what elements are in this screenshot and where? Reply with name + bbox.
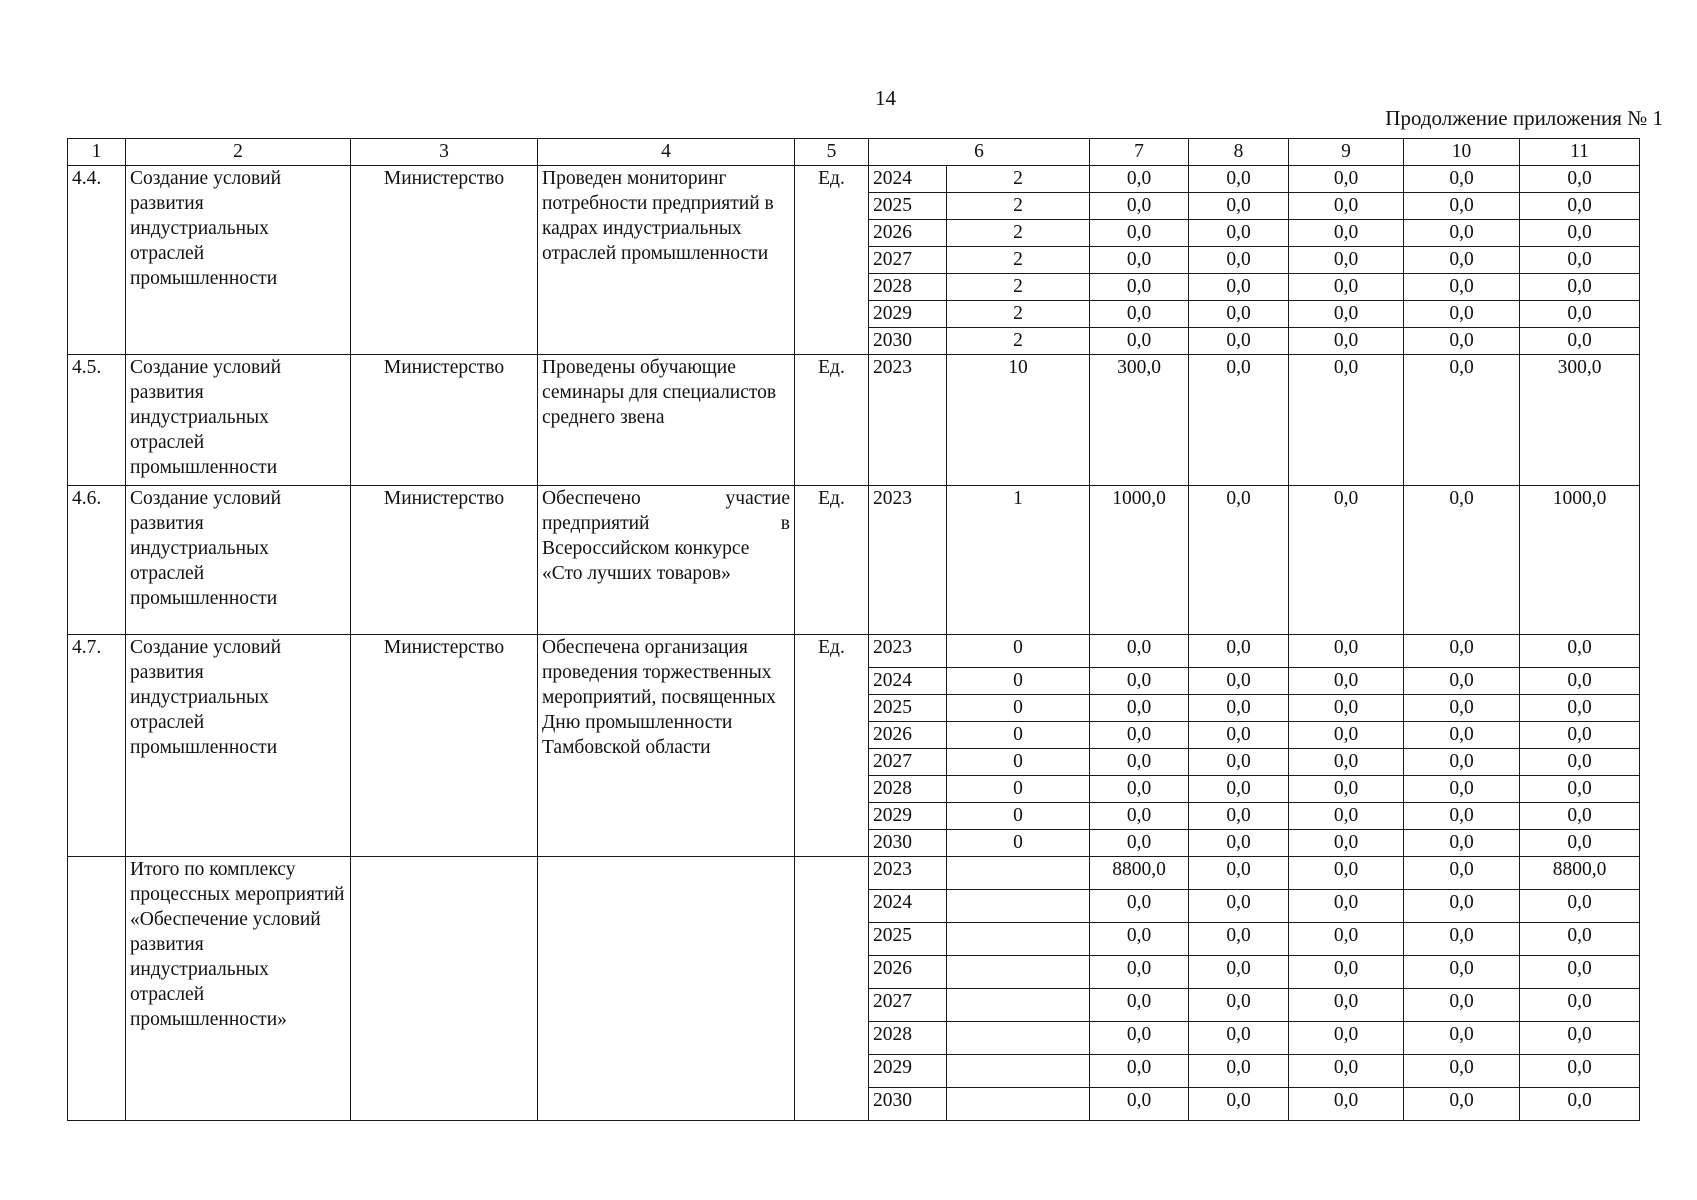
value-cell: 0,0	[1404, 989, 1520, 1022]
value-cell: 0,0	[1090, 923, 1189, 956]
responsible: Министерство	[351, 635, 538, 857]
value-cell: 0,0	[1520, 989, 1640, 1022]
unit: Ед.	[795, 355, 869, 486]
value-cell: 0,0	[1404, 830, 1520, 857]
table-row	[68, 355, 1640, 486]
value-cell: 0,0	[1090, 722, 1189, 749]
value-cell: 0,0	[1404, 749, 1520, 776]
year-cell: 2029	[869, 803, 947, 830]
year-cell: 2026	[869, 722, 947, 749]
value-cell: 0,0	[1289, 247, 1404, 274]
header-cell: 4	[538, 139, 795, 166]
value-cell: 8800,0	[1520, 857, 1640, 890]
year-cell: 2028	[869, 1022, 947, 1055]
value-cell: 0,0	[1289, 776, 1404, 803]
header-cell: 8	[1189, 139, 1289, 166]
value-cell: 0,0	[1090, 668, 1189, 695]
value-cell: 0,0	[1289, 989, 1404, 1022]
header-cell: 9	[1289, 139, 1404, 166]
value-cell: 0,0	[1289, 857, 1404, 890]
value-cell: 0,0	[1404, 1022, 1520, 1055]
value-cell: 0,0	[1090, 1088, 1189, 1121]
value-cell: 0,0	[1289, 668, 1404, 695]
value-cell: 0,0	[1289, 749, 1404, 776]
value-cell: 0,0	[1289, 722, 1404, 749]
indicator-value: 10	[947, 355, 1090, 486]
year-cell: 2029	[869, 301, 947, 328]
value-cell: 0,0	[1520, 635, 1640, 668]
total-row	[68, 857, 1640, 890]
value-cell: 0,0	[1090, 274, 1189, 301]
value-cell: 0,0	[1189, 247, 1289, 274]
year-cell: 2024	[869, 166, 947, 193]
header-cell: 7	[1090, 139, 1189, 166]
responsible: Министерство	[351, 166, 538, 355]
total-name: Итого по комплексу процессных мероприятий «Обеспечение условий развития индустриальных отраслей промышленности»	[126, 857, 351, 1121]
value-cell: 0,0	[1289, 956, 1404, 989]
value-cell: 0,0	[1404, 247, 1520, 274]
value-cell: 0,0	[1189, 989, 1289, 1022]
value-cell: 0,0	[1404, 193, 1520, 220]
value-cell: 0,0	[1090, 1022, 1189, 1055]
responsible: Министерство	[351, 486, 538, 635]
value-cell: 0,0	[1520, 776, 1640, 803]
year-cell: 2026	[869, 220, 947, 247]
value-cell: 0,0	[1520, 830, 1640, 857]
item-number: 4.4.	[68, 166, 126, 355]
value-cell: 0,0	[1404, 722, 1520, 749]
value-cell: 0,0	[1289, 220, 1404, 247]
item-number: 4.6.	[68, 486, 126, 635]
year-cell: 2026	[869, 956, 947, 989]
value-cell: 0,0	[1289, 1088, 1404, 1121]
measure-name: Создание условий развития индустриальных отраслей промышленности	[126, 166, 351, 355]
indicator-value: 2	[947, 166, 1090, 193]
value-cell: 0,0	[1289, 166, 1404, 193]
value-cell: 0,0	[1404, 668, 1520, 695]
value-cell: 0,0	[1090, 328, 1189, 355]
value-cell: 300,0	[1090, 355, 1189, 486]
header-cell: 6	[869, 139, 1090, 166]
value-cell: 0,0	[1404, 220, 1520, 247]
indicator-value	[947, 1022, 1090, 1055]
indicator-value: 1	[947, 486, 1090, 635]
value-cell: 8800,0	[1090, 857, 1189, 890]
value-cell: 0,0	[1404, 695, 1520, 722]
indicator-value	[947, 1055, 1090, 1088]
value-cell: 0,0	[1520, 1088, 1640, 1121]
unit: Ед.	[795, 635, 869, 857]
value-cell: 0,0	[1520, 668, 1640, 695]
value-cell: 0,0	[1404, 1088, 1520, 1121]
value-cell: 0,0	[1090, 830, 1189, 857]
value-cell: 0,0	[1189, 635, 1289, 668]
result-description: Обеспечена организация проведения торжественных мероприятий, посвященных Дню промышленности Тамбовской области	[538, 635, 795, 857]
value-cell: 0,0	[1289, 1055, 1404, 1088]
indicator-value	[947, 1088, 1090, 1121]
value-cell: 0,0	[1520, 1055, 1640, 1088]
year-cell: 2030	[869, 328, 947, 355]
value-cell: 0,0	[1520, 247, 1640, 274]
value-cell: 0,0	[1289, 923, 1404, 956]
value-cell: 0,0	[1289, 301, 1404, 328]
value-cell: 0,0	[1404, 956, 1520, 989]
measure-name: Создание условий развития индустриальных отраслей промышленности	[126, 355, 351, 486]
year-cell: 2023	[869, 486, 947, 635]
year-cell: 2027	[869, 989, 947, 1022]
value-cell: 0,0	[1289, 635, 1404, 668]
unit: Ед.	[795, 166, 869, 355]
value-cell: 0,0	[1090, 635, 1189, 668]
result-line: предприятий в	[542, 513, 790, 534]
item-number: 4.7.	[68, 635, 126, 857]
indicator-value	[947, 923, 1090, 956]
value-cell: 0,0	[1090, 301, 1189, 328]
responsible	[351, 857, 538, 1121]
measures-table	[67, 138, 1640, 1121]
result-description	[538, 857, 795, 1121]
result-description	[538, 486, 795, 635]
value-cell: 0,0	[1404, 355, 1520, 486]
appendix-continuation-label: Продолжение приложения № 1	[1385, 106, 1663, 130]
value-cell: 0,0	[1090, 890, 1189, 923]
year-cell: 2027	[869, 749, 947, 776]
result-description: Проведен мониторинг потребности предприятий в кадрах индустриальных отраслей промышленности	[538, 166, 795, 355]
value-cell: 0,0	[1404, 635, 1520, 668]
value-cell: 0,0	[1189, 1022, 1289, 1055]
year-cell: 2025	[869, 193, 947, 220]
year-cell: 2023	[869, 355, 947, 486]
value-cell: 0,0	[1404, 486, 1520, 635]
year-cell: 2028	[869, 776, 947, 803]
year-cell: 2025	[869, 695, 947, 722]
year-cell: 2024	[869, 890, 947, 923]
indicator-value: 0	[947, 635, 1090, 668]
indicator-value: 2	[947, 274, 1090, 301]
table-row	[68, 166, 1640, 193]
value-cell: 0,0	[1189, 695, 1289, 722]
item-number: 4.5.	[68, 355, 126, 486]
table-row	[68, 486, 1640, 635]
year-cell: 2027	[869, 247, 947, 274]
value-cell: 0,0	[1404, 923, 1520, 956]
year-cell: 2030	[869, 1088, 947, 1121]
value-cell: 0,0	[1189, 668, 1289, 695]
value-cell: 0,0	[1090, 803, 1189, 830]
value-cell: 0,0	[1189, 486, 1289, 635]
header-cell: 10	[1404, 139, 1520, 166]
value-cell: 0,0	[1189, 722, 1289, 749]
result-text: Всероссийском конкурсе «Сто лучших товаров»	[542, 538, 750, 584]
value-cell: 1000,0	[1090, 486, 1189, 635]
value-cell: 0,0	[1404, 857, 1520, 890]
indicator-value: 2	[947, 193, 1090, 220]
value-cell: 0,0	[1189, 166, 1289, 193]
responsible: Министерство	[351, 355, 538, 486]
value-cell: 0,0	[1090, 247, 1189, 274]
value-cell: 0,0	[1090, 193, 1189, 220]
value-cell: 0,0	[1189, 328, 1289, 355]
value-cell: 0,0	[1404, 166, 1520, 193]
value-cell: 0,0	[1189, 1088, 1289, 1121]
indicator-value: 2	[947, 301, 1090, 328]
value-cell: 0,0	[1189, 193, 1289, 220]
year-cell: 2029	[869, 1055, 947, 1088]
indicator-value	[947, 989, 1090, 1022]
measure-name: Создание условий развития индустриальных отраслей промышленности	[126, 486, 351, 635]
indicator-value: 0	[947, 803, 1090, 830]
table-header	[68, 139, 1640, 166]
value-cell: 0,0	[1189, 890, 1289, 923]
indicator-value	[947, 956, 1090, 989]
header-cell: 1	[68, 139, 126, 166]
item-number	[68, 857, 126, 1121]
value-cell: 0,0	[1189, 923, 1289, 956]
value-cell: 1000,0	[1520, 486, 1640, 635]
value-cell: 0,0	[1404, 274, 1520, 301]
indicator-value: 0	[947, 776, 1090, 803]
value-cell: 0,0	[1189, 301, 1289, 328]
indicator-value: 0	[947, 722, 1090, 749]
value-cell: 0,0	[1090, 695, 1189, 722]
value-cell: 0,0	[1090, 166, 1189, 193]
value-cell: 0,0	[1520, 890, 1640, 923]
indicator-value: 2	[947, 247, 1090, 274]
year-cell: 2028	[869, 274, 947, 301]
value-cell: 0,0	[1520, 923, 1640, 956]
value-cell: 0,0	[1189, 749, 1289, 776]
value-cell: 0,0	[1090, 956, 1189, 989]
value-cell: 0,0	[1289, 890, 1404, 923]
indicator-value: 0	[947, 830, 1090, 857]
value-cell: 0,0	[1520, 220, 1640, 247]
value-cell: 0,0	[1520, 956, 1640, 989]
year-cell: 2023	[869, 857, 947, 890]
value-cell: 0,0	[1520, 1022, 1640, 1055]
year-cell: 2030	[869, 830, 947, 857]
value-cell: 0,0	[1289, 1022, 1404, 1055]
value-cell: 0,0	[1520, 274, 1640, 301]
value-cell: 0,0	[1404, 803, 1520, 830]
indicator-value	[947, 890, 1090, 923]
indicator-value: 0	[947, 668, 1090, 695]
indicator-value	[947, 857, 1090, 890]
value-cell: 0,0	[1289, 193, 1404, 220]
value-cell: 0,0	[1520, 301, 1640, 328]
value-cell: 0,0	[1520, 328, 1640, 355]
result-description: Проведены обучающие семинары для специалистов среднего звена	[538, 355, 795, 486]
value-cell: 0,0	[1090, 989, 1189, 1022]
value-cell: 0,0	[1090, 220, 1189, 247]
value-cell: 0,0	[1520, 722, 1640, 749]
value-cell: 0,0	[1289, 274, 1404, 301]
year-cell: 2024	[869, 668, 947, 695]
value-cell: 0,0	[1520, 803, 1640, 830]
value-cell: 0,0	[1189, 857, 1289, 890]
indicator-value: 0	[947, 749, 1090, 776]
value-cell: 0,0	[1289, 355, 1404, 486]
value-cell: 0,0	[1189, 220, 1289, 247]
page-number: 14	[875, 86, 896, 110]
indicator-value: 2	[947, 220, 1090, 247]
value-cell: 0,0	[1189, 1055, 1289, 1088]
value-cell: 0,0	[1520, 695, 1640, 722]
value-cell: 0,0	[1404, 328, 1520, 355]
value-cell: 0,0	[1189, 776, 1289, 803]
value-cell: 0,0	[1289, 830, 1404, 857]
value-cell: 0,0	[1289, 695, 1404, 722]
value-cell: 0,0	[1090, 749, 1189, 776]
value-cell: 0,0	[1090, 776, 1189, 803]
indicator-value: 0	[947, 695, 1090, 722]
value-cell: 0,0	[1520, 193, 1640, 220]
value-cell: 0,0	[1189, 274, 1289, 301]
value-cell: 0,0	[1289, 328, 1404, 355]
value-cell: 0,0	[1404, 776, 1520, 803]
value-cell: 0,0	[1404, 1055, 1520, 1088]
header-cell: 11	[1520, 139, 1640, 166]
year-cell: 2025	[869, 923, 947, 956]
indicator-value: 2	[947, 328, 1090, 355]
value-cell: 0,0	[1189, 803, 1289, 830]
value-cell: 0,0	[1189, 830, 1289, 857]
value-cell: 0,0	[1289, 803, 1404, 830]
value-cell: 0,0	[1289, 486, 1404, 635]
unit	[795, 857, 869, 1121]
header-cell: 5	[795, 139, 869, 166]
value-cell: 0,0	[1090, 1055, 1189, 1088]
value-cell: 0,0	[1520, 749, 1640, 776]
measure-name: Создание условий развития индустриальных отраслей промышленности	[126, 635, 351, 857]
value-cell: 0,0	[1404, 890, 1520, 923]
value-cell: 0,0	[1404, 301, 1520, 328]
year-cell: 2023	[869, 635, 947, 668]
header-cell: 2	[126, 139, 351, 166]
table-row	[68, 635, 1640, 668]
unit: Ед.	[795, 486, 869, 635]
value-cell: 300,0	[1520, 355, 1640, 486]
value-cell: 0,0	[1189, 956, 1289, 989]
value-cell: 0,0	[1189, 355, 1289, 486]
result-line: Обеспечено участие	[542, 488, 790, 509]
header-cell: 3	[351, 139, 538, 166]
value-cell: 0,0	[1520, 166, 1640, 193]
